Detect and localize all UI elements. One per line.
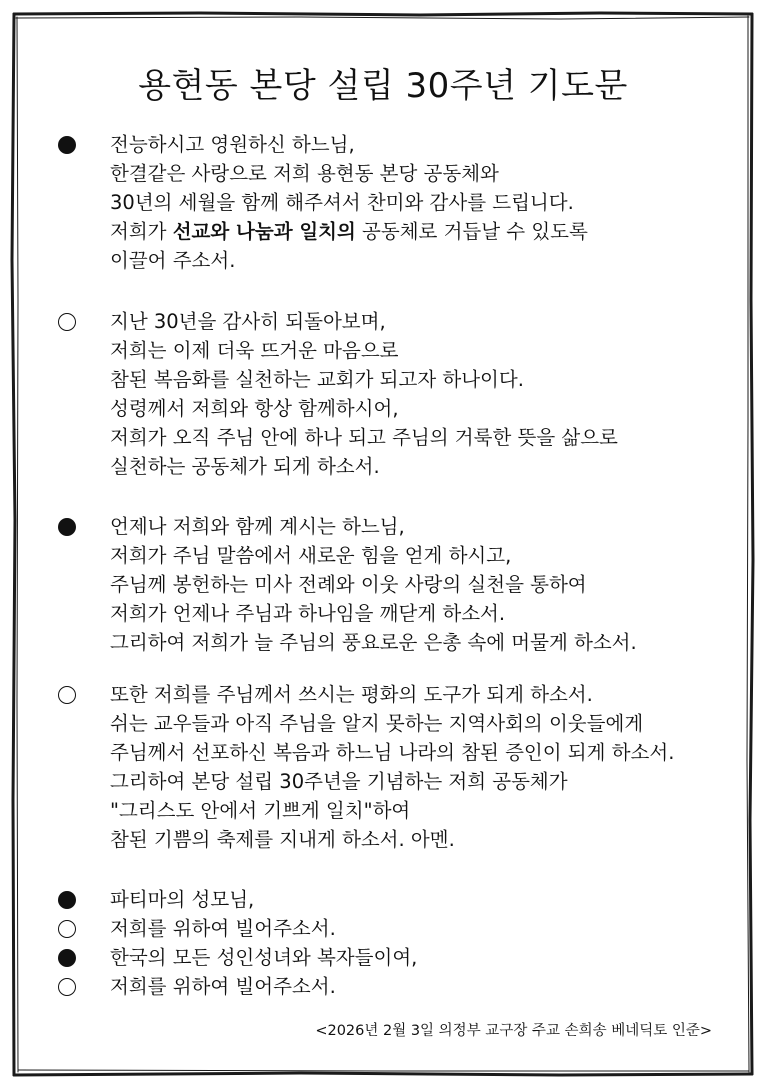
bold-phrase: 선교와 나눔과 일치의 <box>172 220 356 243</box>
stanza-line: 주님께 봉헌하는 미사 전례와 이웃 사랑의 실천을 통하여 <box>110 573 587 596</box>
filled-circle-icon <box>58 949 76 967</box>
stanza-line: 저희가 오직 주님 안에 하나 되고 주님의 거룩한 뜻을 삶으로 <box>110 426 618 449</box>
litany-line: 저희를 위하여 빌어주소서. <box>16 972 750 1001</box>
litany-line: 한국의 모든 성인성녀와 복자들이여, <box>16 943 750 972</box>
stanza-line: 저희가 언제나 주님과 하나임을 깨닫게 하소서. <box>110 602 506 625</box>
open-circle-icon <box>58 920 76 938</box>
stanza-line: 성령께서 저희와 항상 함께하시어, <box>110 397 399 420</box>
filled-circle-icon <box>58 136 76 154</box>
litany-line: 저희를 위하여 빌어주소서. <box>16 914 750 943</box>
filled-circle-icon <box>58 891 76 909</box>
litany-line: 파티마의 성모님, <box>16 885 750 914</box>
open-circle-icon <box>58 686 76 704</box>
stanza-line: 한결같은 사랑으로 저희 용현동 본당 공동체와 <box>110 162 499 185</box>
stanza-line: 지난 30년을 감사히 되돌아보며, <box>16 307 750 336</box>
filled-circle-icon <box>58 518 76 536</box>
open-circle-icon <box>58 978 76 996</box>
stanza-line: 참된 복음화를 실천하는 교회가 되고자 하나이다. <box>110 368 524 391</box>
stanza-line: 저희는 이제 더욱 뜨거운 마음으로 <box>110 339 399 362</box>
stanza-line: "그리스도 안에서 기쁘게 일치"하여 <box>110 799 411 822</box>
approval-signature: <2026년 2월 3일 의정부 교구장 주교 손희송 베네딕토 인준> <box>315 1023 712 1039</box>
stanza-line: 또한 저희를 주님께서 쓰시는 평화의 도구가 되게 하소서. <box>16 680 750 709</box>
page-title: 용현동 본당 설립 30주년 기도문 <box>138 66 628 106</box>
prayer-document <box>16 16 750 1072</box>
text-prefix: 저희가 <box>110 220 173 243</box>
stanza-line: 실천하는 공동체가 되게 하소서. <box>110 455 380 478</box>
stanza-line: 전능하시고 영원하신 하느님, <box>16 130 750 159</box>
stanza-line: 저희가 주님 말씀에서 새로운 힘을 얻게 하시고, <box>110 544 512 567</box>
stanza-line: 쉬는 교우들과 아직 주님을 알지 못하는 지역사회의 이웃들에게 <box>110 712 644 735</box>
stanza-line: 그리하여 저희가 늘 주님의 풍요로운 은총 속에 머물게 하소서. <box>110 631 637 654</box>
stanza-line: 참된 기쁨의 축제를 지내게 하소서. 아멘. <box>110 828 455 851</box>
stanza-line: 주님께서 선포하신 복음과 하느님 나라의 참된 증인이 되게 하소서. <box>110 741 675 764</box>
stanza-line: 30년의 세월을 함께 해주셔서 찬미와 감사를 드립니다. <box>110 191 574 214</box>
stanza-line: 그리하여 본당 설립 30주년을 기념하는 저희 공동체가 <box>110 770 568 793</box>
stanza-line: 이끌어 주소서. <box>110 249 236 272</box>
open-circle-icon <box>58 313 76 331</box>
stanza-line: 언제나 저희와 함께 계시는 하느님, <box>16 512 750 541</box>
stanza-line <box>16 217 750 246</box>
text-suffix: 공동체로 거듭날 수 있도록 <box>355 220 588 243</box>
